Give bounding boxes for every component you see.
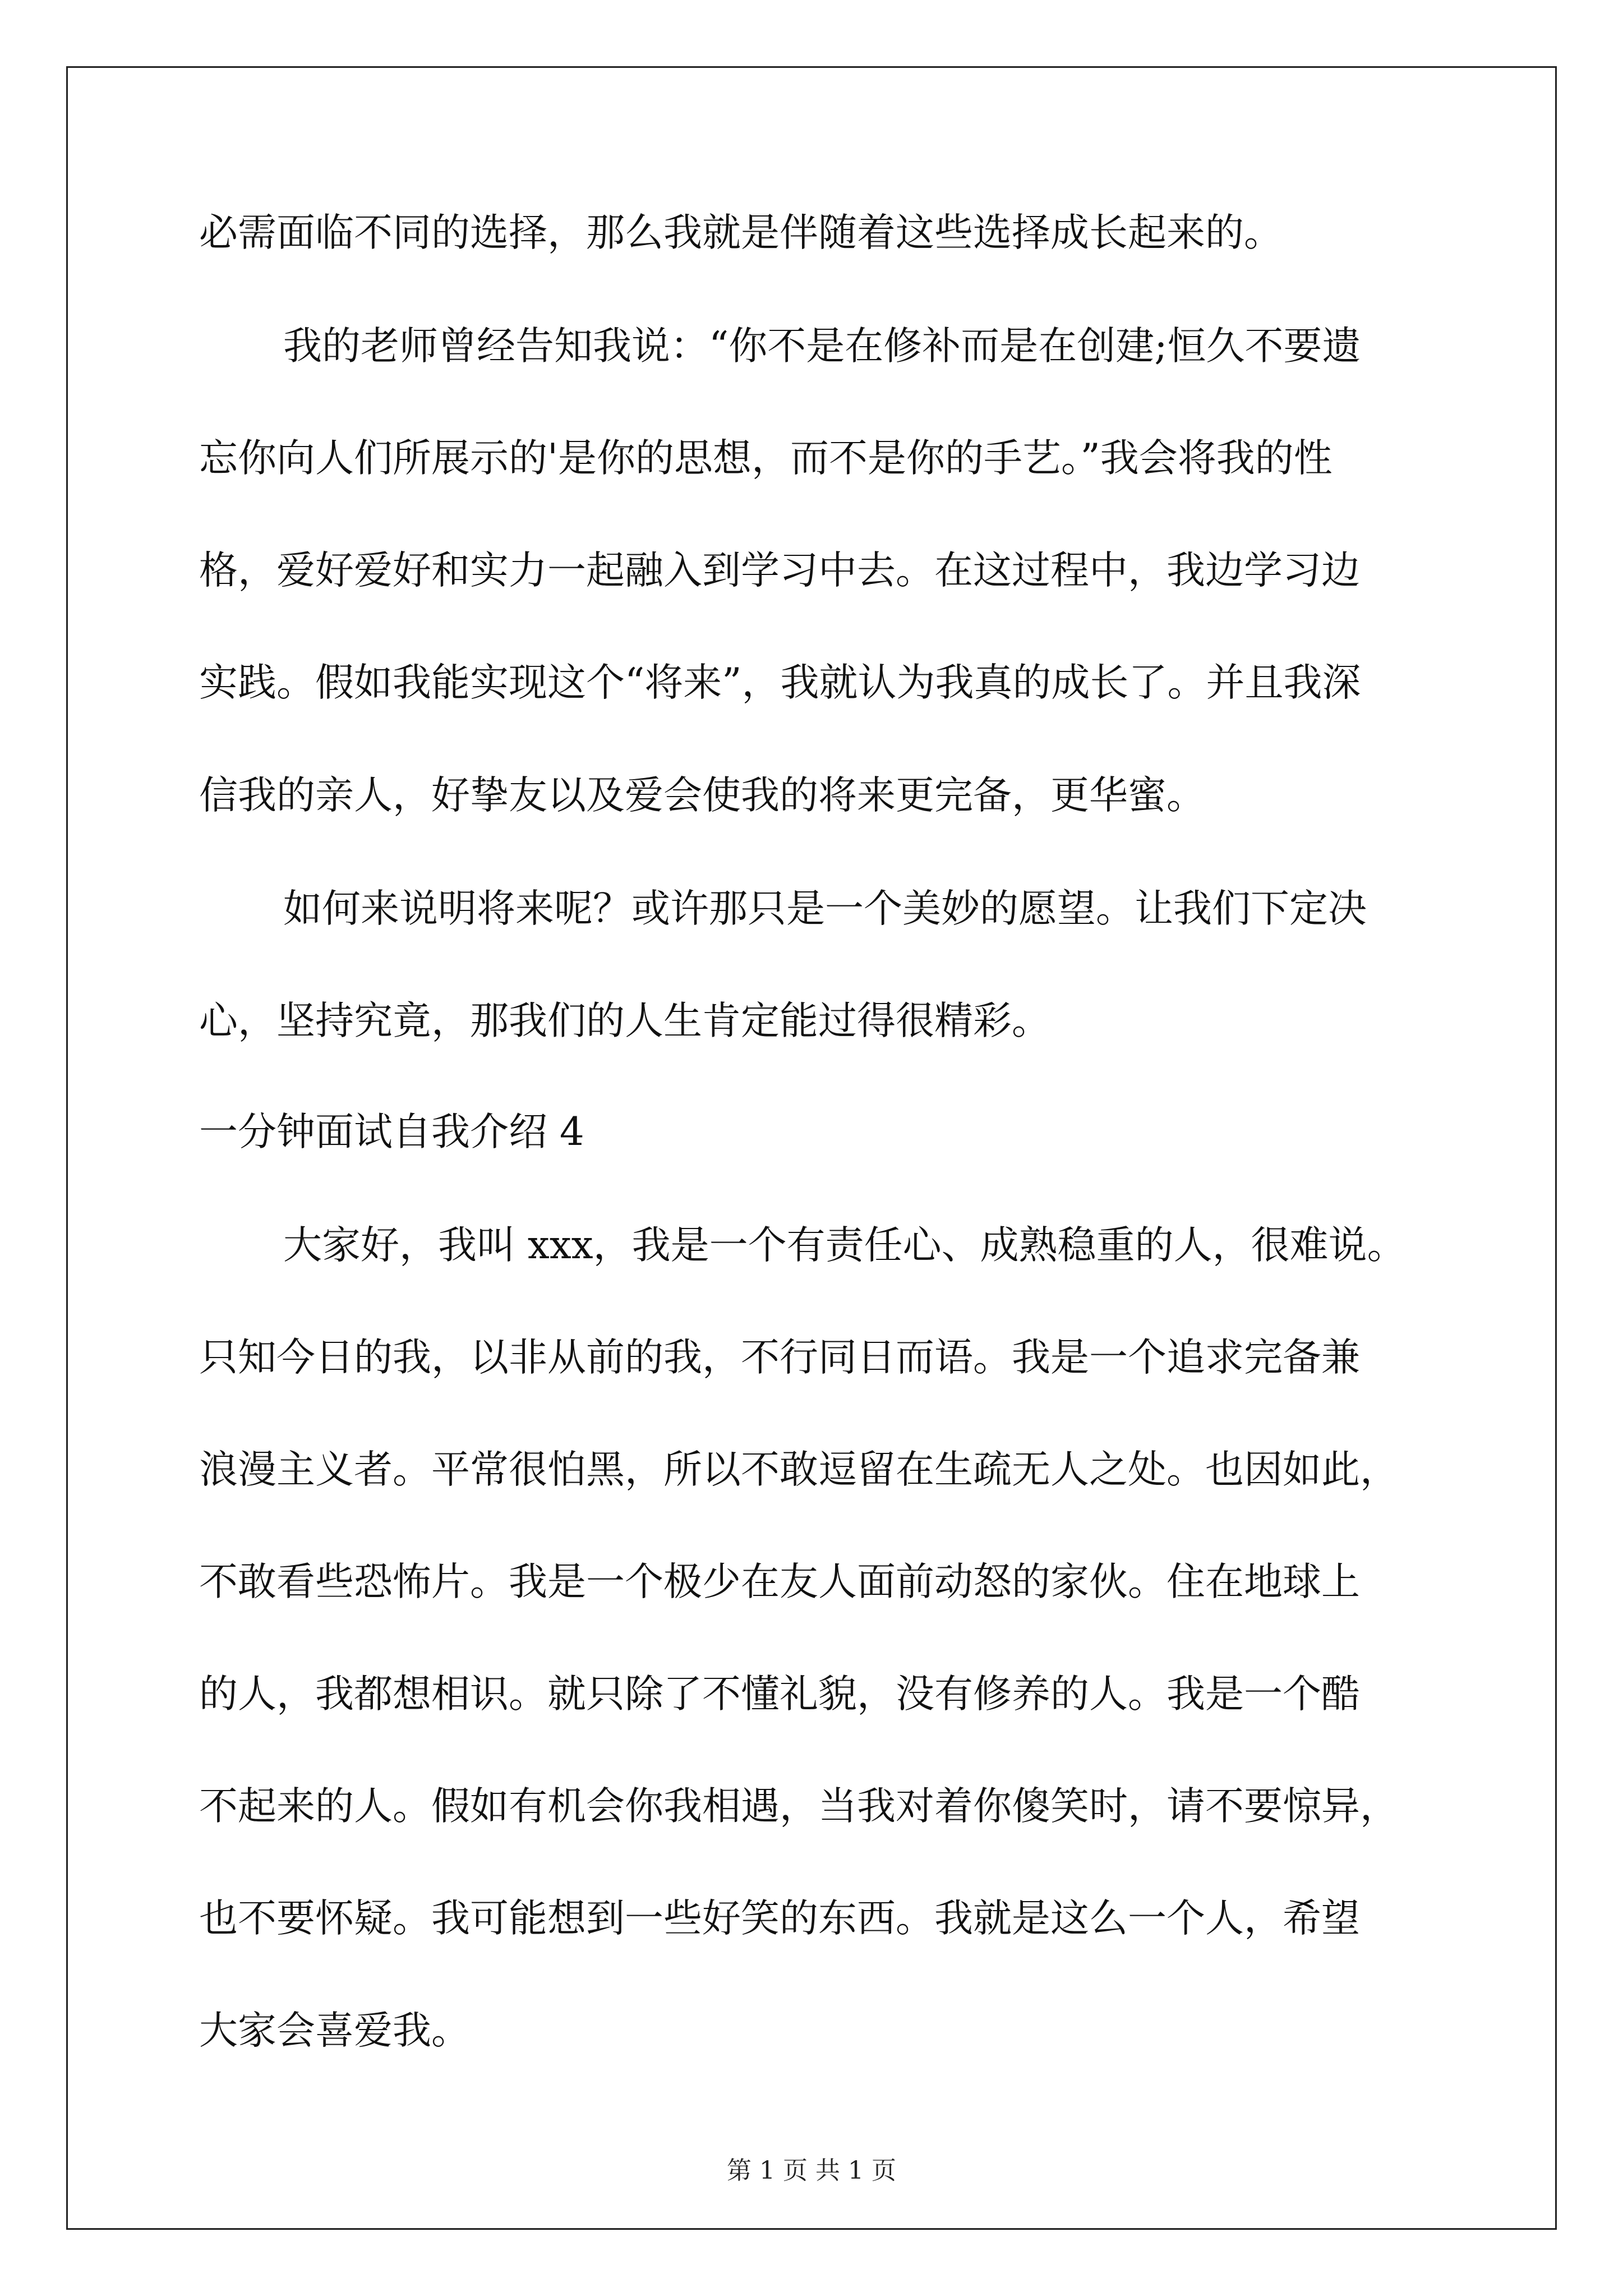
paragraph-line: 必需面临不同的选择，那么我就是伴随着这些选择成长起来的。 [199, 210, 1283, 255]
paragraph-line: 忘你向人们所展示的'是你的思想，而不是你的手艺。”我会将我的性 [199, 436, 1332, 481]
paragraph-line: 心，坚持究竟，那我们的人生肯定能过得很精彩。 [199, 999, 1050, 1043]
paragraph-line: 大家好，我叫 xxx，我是一个有责任心、成熟稳重的人，很难说。 [283, 1223, 1406, 1268]
paragraph-line: 实践。假如我能实现这个“将来”，我就认为我真的成长了。并且我深 [199, 660, 1361, 705]
section-heading: 一分钟面试自我介绍 4 [199, 1110, 584, 1154]
paragraph-line: 浪漫主义者。平常很怕黑，所以不敢逗留在生疏无人之处。也因如此， [199, 1447, 1399, 1492]
paragraph-line: 不敢看些恐怖片。我是一个极少在友人面前动怒的家伙。住在地球上 [199, 1559, 1360, 1604]
paragraph-line: 不起来的人。假如有机会你我相遇，当我对着你傻笑时，请不要惊异， [199, 1784, 1399, 1829]
paragraph-line: 如何来说明将来呢？或许那只是一个美妙的愿望。让我们下定决 [283, 886, 1367, 931]
page-footer: 第 1 页 共 1 页 [727, 2156, 896, 2185]
paragraph-line: 也不要怀疑。我可能想到一些好笑的东西。我就是这么一个人，希望 [199, 1896, 1360, 1941]
paragraph-line: 信我的亲人，好挚友以及爱会使我的将来更完备，更华蜜。 [199, 773, 1205, 818]
paragraph-line: 大家会喜爱我。 [199, 2008, 470, 2053]
paragraph-line: 的人，我都想相识。就只除了不懂礼貌，没有修养的人。我是一个酷 [199, 1672, 1360, 1717]
paragraph-line: 只知今日的我，以非从前的我，不行同日而语。我是一个追求完备兼 [199, 1335, 1360, 1380]
paragraph-line: 格，爱好爱好和实力一起融入到学习中去。在这过程中，我边学习边 [199, 548, 1360, 593]
paragraph-line: 我的老师曾经告知我说：“你不是在修补而是在创建;恒久不要遗 [283, 324, 1361, 369]
